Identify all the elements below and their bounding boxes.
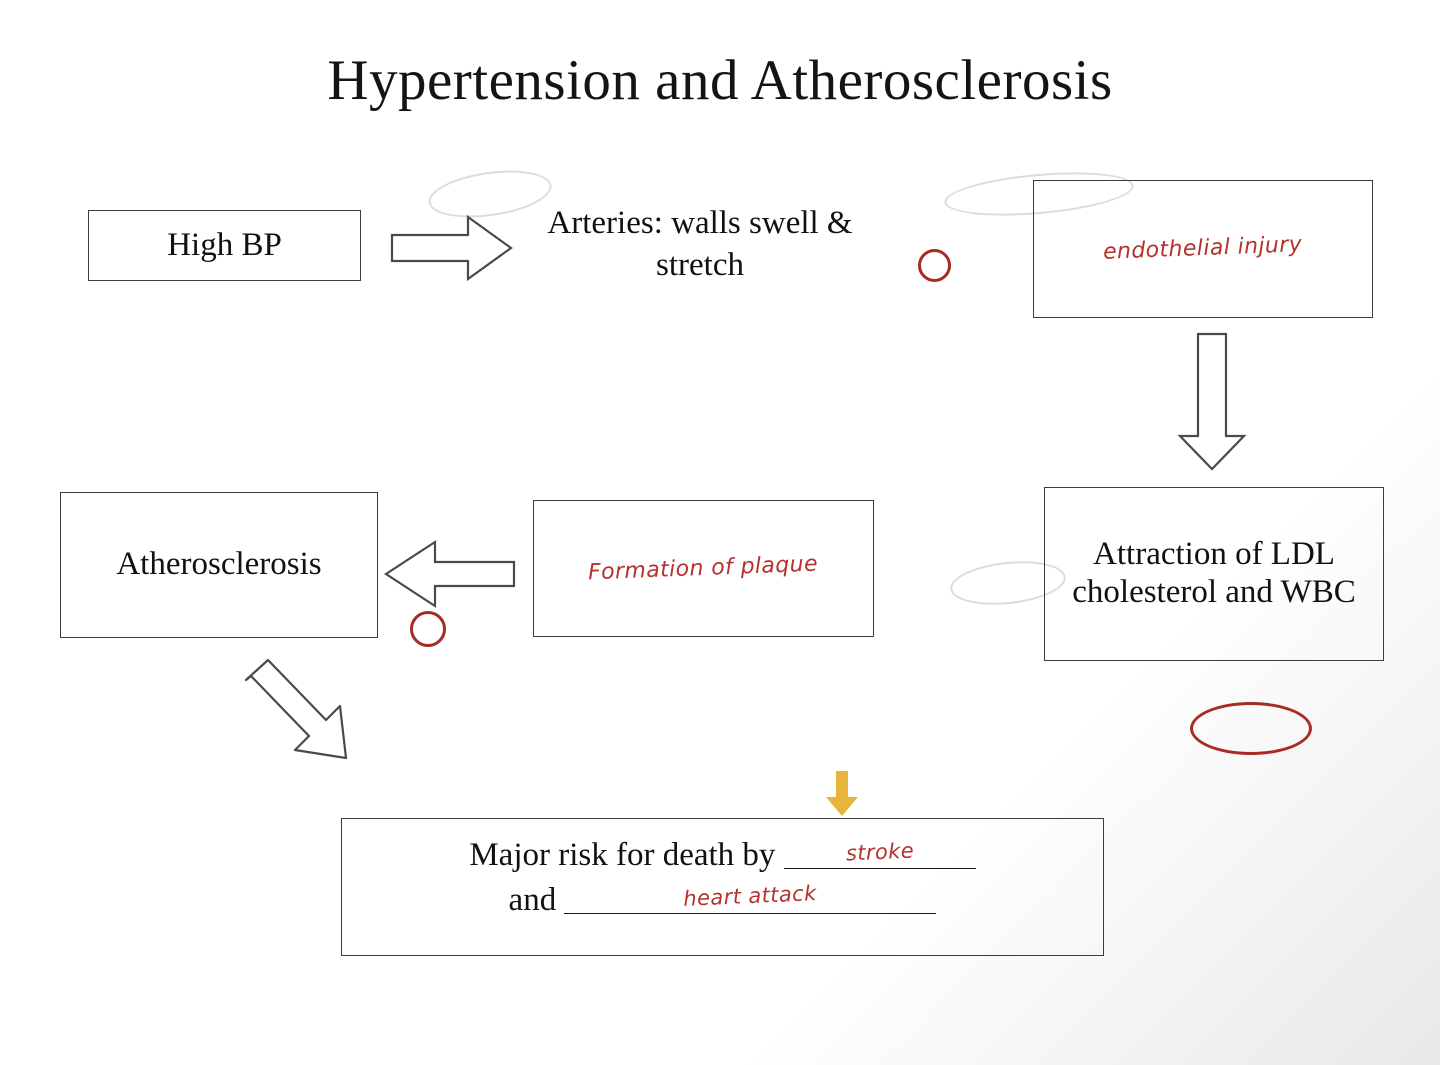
arrow-plaque-to-atherosclerosis [383, 538, 516, 610]
major-risk-blank-1 [784, 834, 976, 869]
major-risk-answer-1: stroke [845, 838, 915, 866]
major-risk-blank-2 [564, 879, 936, 914]
red-circle-annotation-atherosclerosis [410, 611, 446, 647]
arrow-gold-down [824, 771, 860, 817]
node-attraction-ldl-label: Attraction of LDL cholesterol and WBC [1072, 536, 1356, 610]
node-high-bp-label: High BP [167, 226, 282, 263]
arrow-highbp-to-arteries [390, 213, 515, 283]
major-risk-joiner: and [508, 881, 557, 918]
arrow-endothelial-to-ldl [1178, 332, 1248, 472]
node-arteries [540, 202, 860, 286]
node-formation-of-plaque-label: Formation of plaque [588, 551, 819, 586]
node-atherosclerosis-label: Atherosclerosis [116, 546, 322, 583]
node-arteries-label: Arteries: walls swell & stretch [547, 205, 853, 284]
major-risk-answer-2: heart attack [683, 881, 818, 912]
major-risk-prefix: Major risk for death by [469, 837, 776, 873]
page-title: Hypertension and Atherosclerosis [327, 49, 1113, 112]
node-high-bp [88, 210, 361, 281]
node-formation-of-plaque [533, 500, 874, 637]
red-circle-annotation-top [918, 249, 951, 282]
node-endothelial-injury [1033, 180, 1373, 318]
node-endothelial-injury-label: endothelial injury [1102, 232, 1303, 266]
node-attraction-ldl [1044, 487, 1384, 661]
node-atherosclerosis [60, 492, 378, 638]
node-major-risk [341, 818, 1104, 956]
red-ellipse-annotation-ldl [1190, 702, 1312, 755]
arrow-atherosclerosis-to-risk [238, 658, 368, 768]
